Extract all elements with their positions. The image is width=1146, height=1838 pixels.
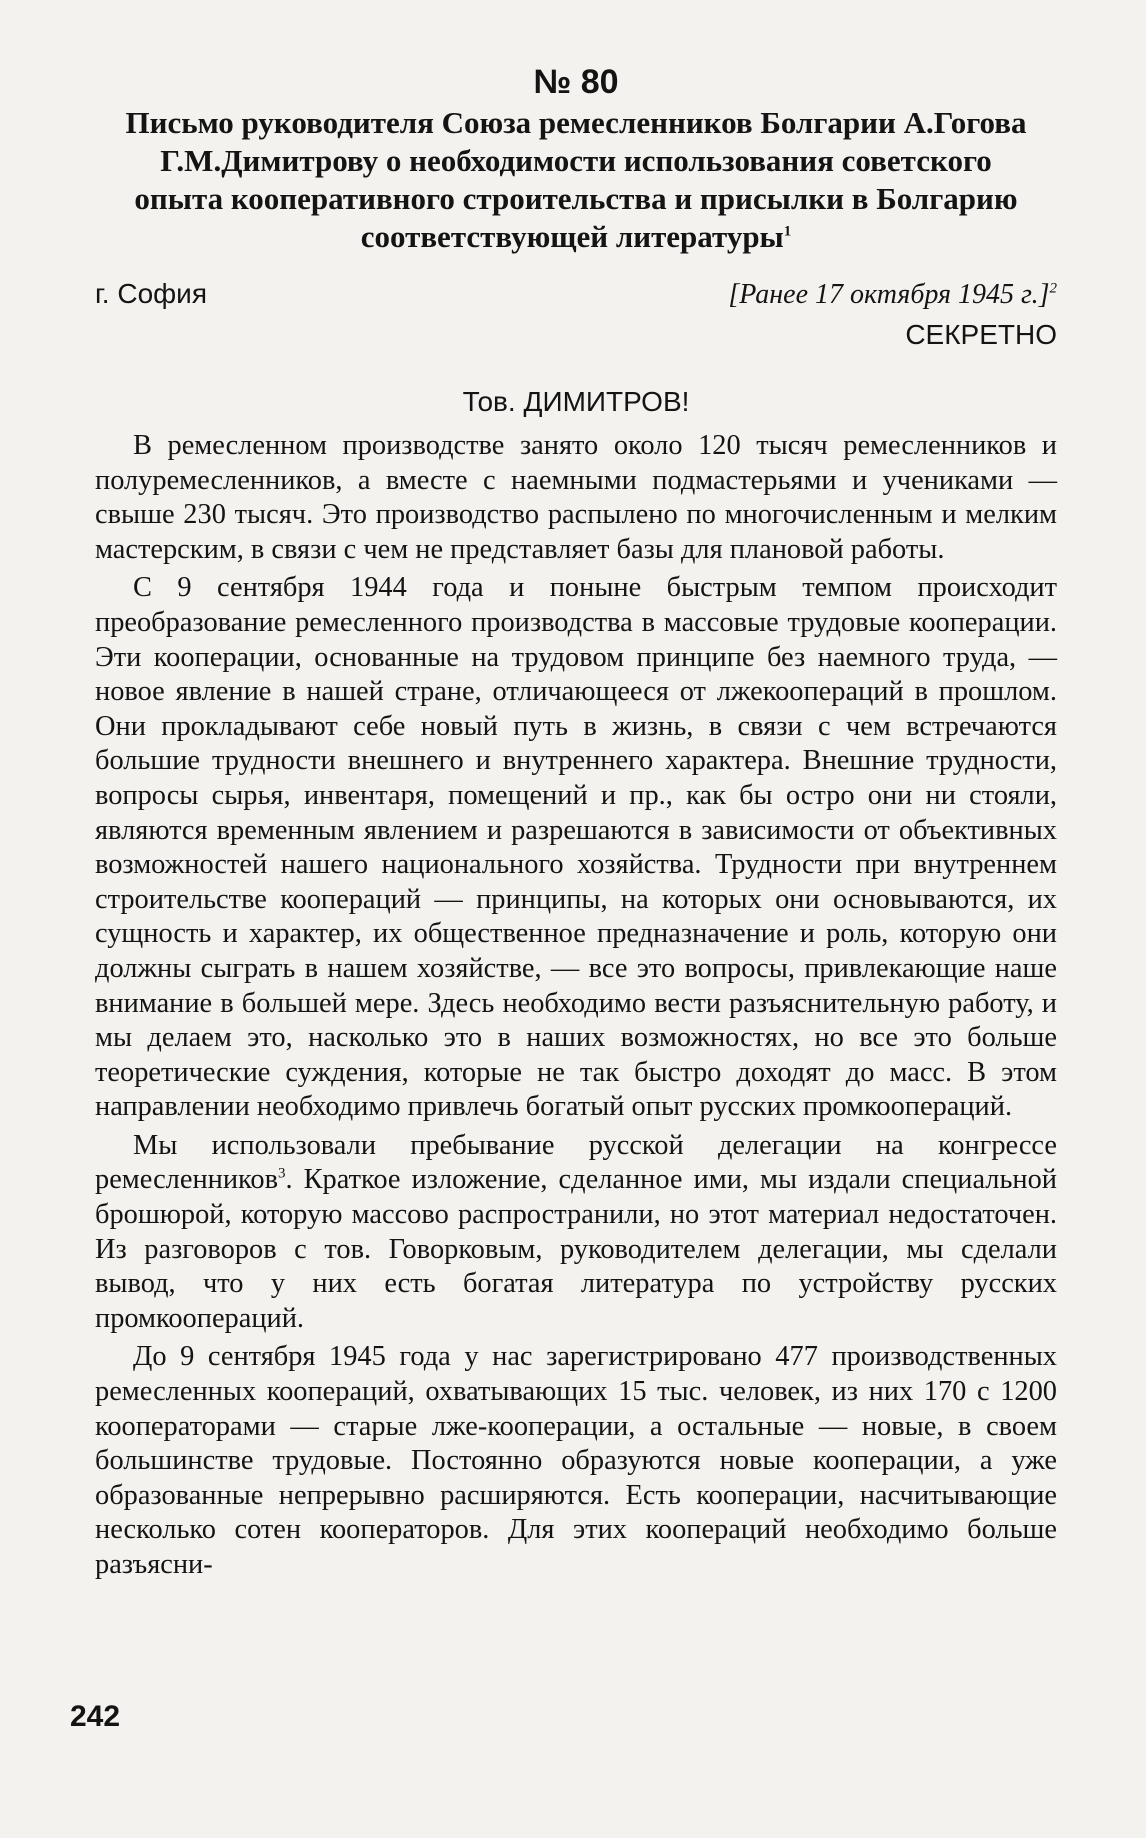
paragraph (95, 1129, 1057, 1337)
date-footnote-ref: 2 (1049, 280, 1057, 297)
title-footnote-ref: 1 (783, 223, 792, 240)
paragraph: В ремесленном производстве занято около 120 тысяч ремесленников и полуремесленников, а вместе с наемными подмастерьями и учениками — свыше 230 тысяч. Это производство распылено по многочисленным и мелким мастерским, в связи с чем не представляет базы для плановой работы. (95, 430, 1057, 565)
paragraph: С 9 сентября 1944 года и поныне быстрым темпом происходит преобразование ремесленного производства в массовые трудовые кооперации. Эти кооперации, основанные на трудовом принципе без наемного труда, — новое явление в нашей стране, отличающееся от лжекоопераций в прошлом. Они прокладывают себе новый путь в жизнь, в связи с чем встречаются большие трудности внешнего и внутреннего характера. Внешние трудности, вопросы сырья, инвентаря, помещений и пр., как бы остро они ни стояли, являются временным явлением и разрешаются в зависимости от объективных возможностей нашего национального хозяйства. Трудности при внутреннем строительстве коопераций — принципы, на которых они основываются, их сущность и характер, их общественное предназначение и роль, которую они должны сыграть в нашем хозяйстве, — все это вопросы, привлекающие наше внимание в большей мере. Здесь необходимо вести разъяснительную работу, и мы делаем это, насколько это в наших возможностях, но все это больше теоретические суждения, которые не так быстро доходят до масс. В этом направлении необходимо привлечь богатый опыт русских промкоопераций. (95, 572, 1057, 1123)
document-date-text: [Ранее 17 октября 1945 г.] (728, 279, 1050, 310)
salutation: Тов. ДИМИТРОВ! (462, 386, 690, 417)
paragraph: До 9 сентября 1945 года у нас зарегистрировано 477 производственных ремесленных коопераций, охватывающих 15 тыс. человек, из них 170 с 1200 кооператорами — старые лже-кооперации, а остальные — новые, в своем большинстве трудовые. Постоянно образуются новые кооперации, а уже образованные непрерывно расширяются. Есть кооперации, насчитывающие несколько сотен кооператоров. Для этих коопераций необходимо больше разъясни- (95, 1341, 1057, 1580)
paragraph-footnote-ref: 3 (277, 1166, 286, 1182)
document-title (95, 104, 1057, 256)
document-place: г. София (95, 278, 207, 309)
page-number: 242 (70, 1700, 121, 1733)
classification-stamp: СЕКРЕТНО (905, 319, 1057, 350)
paragraph-text: Мы использовали пребывание русской делегации на конгрессе ремесленников (95, 1129, 1057, 1196)
document-date (728, 277, 1057, 313)
document-title-text: Письмо руководителя Союза ремесленников Болгарии А.Гогова Г.М.Димитрову о необходимости использования советского опыта кооперативного строительства и присылки в Болгарию соответствующей литературы (125, 105, 1027, 254)
document-meta (95, 276, 1057, 313)
paragraph-text-continued: . Краткое изложение, сделанное ими, мы издали специальной брошюрой, которую массово распространили, но этот материал недостаточен. Из разговоров с тов. Говорковым, руководителем делегации, мы сделали вывод, что у них есть богатая литература по устройству русских промкоопераций. (95, 1164, 1057, 1334)
document-number: № 80 (533, 63, 619, 101)
document-page (95, 62, 1057, 1587)
